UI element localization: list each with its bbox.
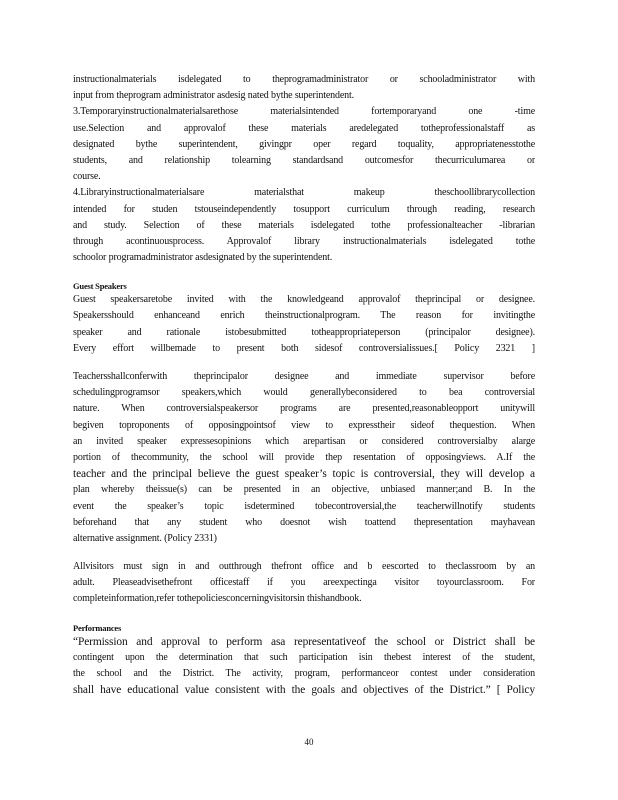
text-line: the school and the District. The activity, program, performanceor contest under consideration — [73, 668, 535, 679]
text-line: schedulingprogramsor speakers,which would generallybeconsidered to bea controversial — [73, 387, 535, 399]
text-line: begiven toproponents of opposingpointsof view to expresstheir sideof thequestion. When — [73, 419, 535, 431]
item-3-paragraph — [73, 104, 535, 185]
item-4-paragraph — [73, 185, 535, 266]
text-line: input from theprogram administrator asdesig nated bythe superintendent. — [73, 90, 354, 102]
guest-speakers-paragraph-3 — [73, 559, 535, 608]
text-line: beforehand that any student who doesnot wish toattend thepresentation mayhavean — [73, 516, 535, 528]
text-line: designated bythe superintendent, givingpr oper regard toquality, appropriatenesstothe — [73, 138, 535, 150]
text-line: completeinformation,refer tothepoliciesconcerningvisitorsin thishandbook. — [73, 593, 362, 605]
page-number: 40 — [304, 737, 314, 747]
section-heading-performances: Performances — [73, 622, 122, 633]
section-heading-guest-speakers: Guest Speakers — [73, 281, 127, 292]
text-line: schoolor programadministrator asdesignated by the superintendent. — [73, 252, 333, 264]
text-line: through acontinuousprocess. Approvalof library instructionalmaterials isdelegated tothe — [73, 235, 535, 247]
text-line: and study. Selection of these materials isdelegated tothe professionalteacher -librarian — [73, 219, 535, 231]
text-line: nature. When controversialspeakersor programs are presented,reasonableopport unitywill — [73, 403, 535, 415]
guest-speakers-paragraph-1 — [73, 292, 535, 357]
intro-paragraph — [73, 72, 535, 104]
page-content — [73, 72, 535, 698]
text-line: plan whereby theissue(s) can be presented in an objective, unbiased manner;and B. In the — [73, 484, 535, 496]
text-line: alternative assignment. (Policy 2331) — [73, 532, 217, 544]
text-line: course. — [73, 171, 101, 183]
text-line: event the speaker’s topic isdetermined tobecontroversial,the teacherwillnotify students — [73, 500, 535, 512]
text-line: Speakersshould enhanceand enrich theinstructionalprogram. The reason for invitingthe — [73, 310, 535, 322]
text-line: adult. Pleaseadvisethefront officestaff if you areexpectinga visitor toyourclassroom. For — [73, 577, 535, 589]
text-line: “Permission and approval to perform asa representativeof the school or District shall be — [73, 635, 535, 648]
text-line: teacher and the principal believe the guest speaker’s topic is controversial, they will develop a — [73, 468, 535, 481]
text-line: instructionalmaterials isdelegated to theprogramadministrator or schooladministrator with — [73, 74, 535, 85]
text-line: use.Selection and approvalof these materials aredelegated totheprofessionalstaff as — [73, 122, 535, 134]
guest-speakers-paragraph-2 — [73, 369, 535, 547]
text-line: contingent upon the determination that such participation isin thebest interest of the student, — [73, 651, 535, 663]
text-line: an invited speaker expressesopinions which arepartisan or considered controversialby alarge — [73, 435, 535, 447]
text-line: 4.Libraryinstructionalmaterialsare materialsthat makeup theschoollibrarycollection — [73, 187, 535, 199]
text-line: 3.Temporaryinstructionalmaterialsarethose materialsintended fortemporaryand one -time — [73, 106, 535, 118]
text-line: Every effort willbemade to present both sidesof controversialissues.[ Policy 2321 ] — [73, 342, 535, 354]
text-line: shall have educational value consistent with the goals and objectives of the District.” [ Policy — [73, 684, 535, 697]
text-line: intended for studen tstouseindependently tosupport curriculum through reading, research — [73, 203, 535, 215]
text-line: Teachersshallconferwith theprincipalor designee and immediate supervisor before — [73, 371, 535, 382]
text-line: students, and relationship tolearning standardsand outcomesfor thecurriculumarea or — [73, 154, 535, 166]
text-line: Guest speakersaretobe invited with the knowledgeand approvalof theprincipal or designee. — [73, 294, 535, 306]
text-line: Allvisitors must sign in and outthrough thefront office and b eescorted to theclassroom by an — [73, 561, 535, 573]
text-line: speaker and rationale istobesubmitted totheappropriateperson (principalor designee). — [73, 326, 535, 338]
text-line: portion of thecommunity, the school will provide thep resentation of opposingviews. A.If the — [73, 451, 535, 463]
performances-paragraph — [73, 634, 535, 699]
